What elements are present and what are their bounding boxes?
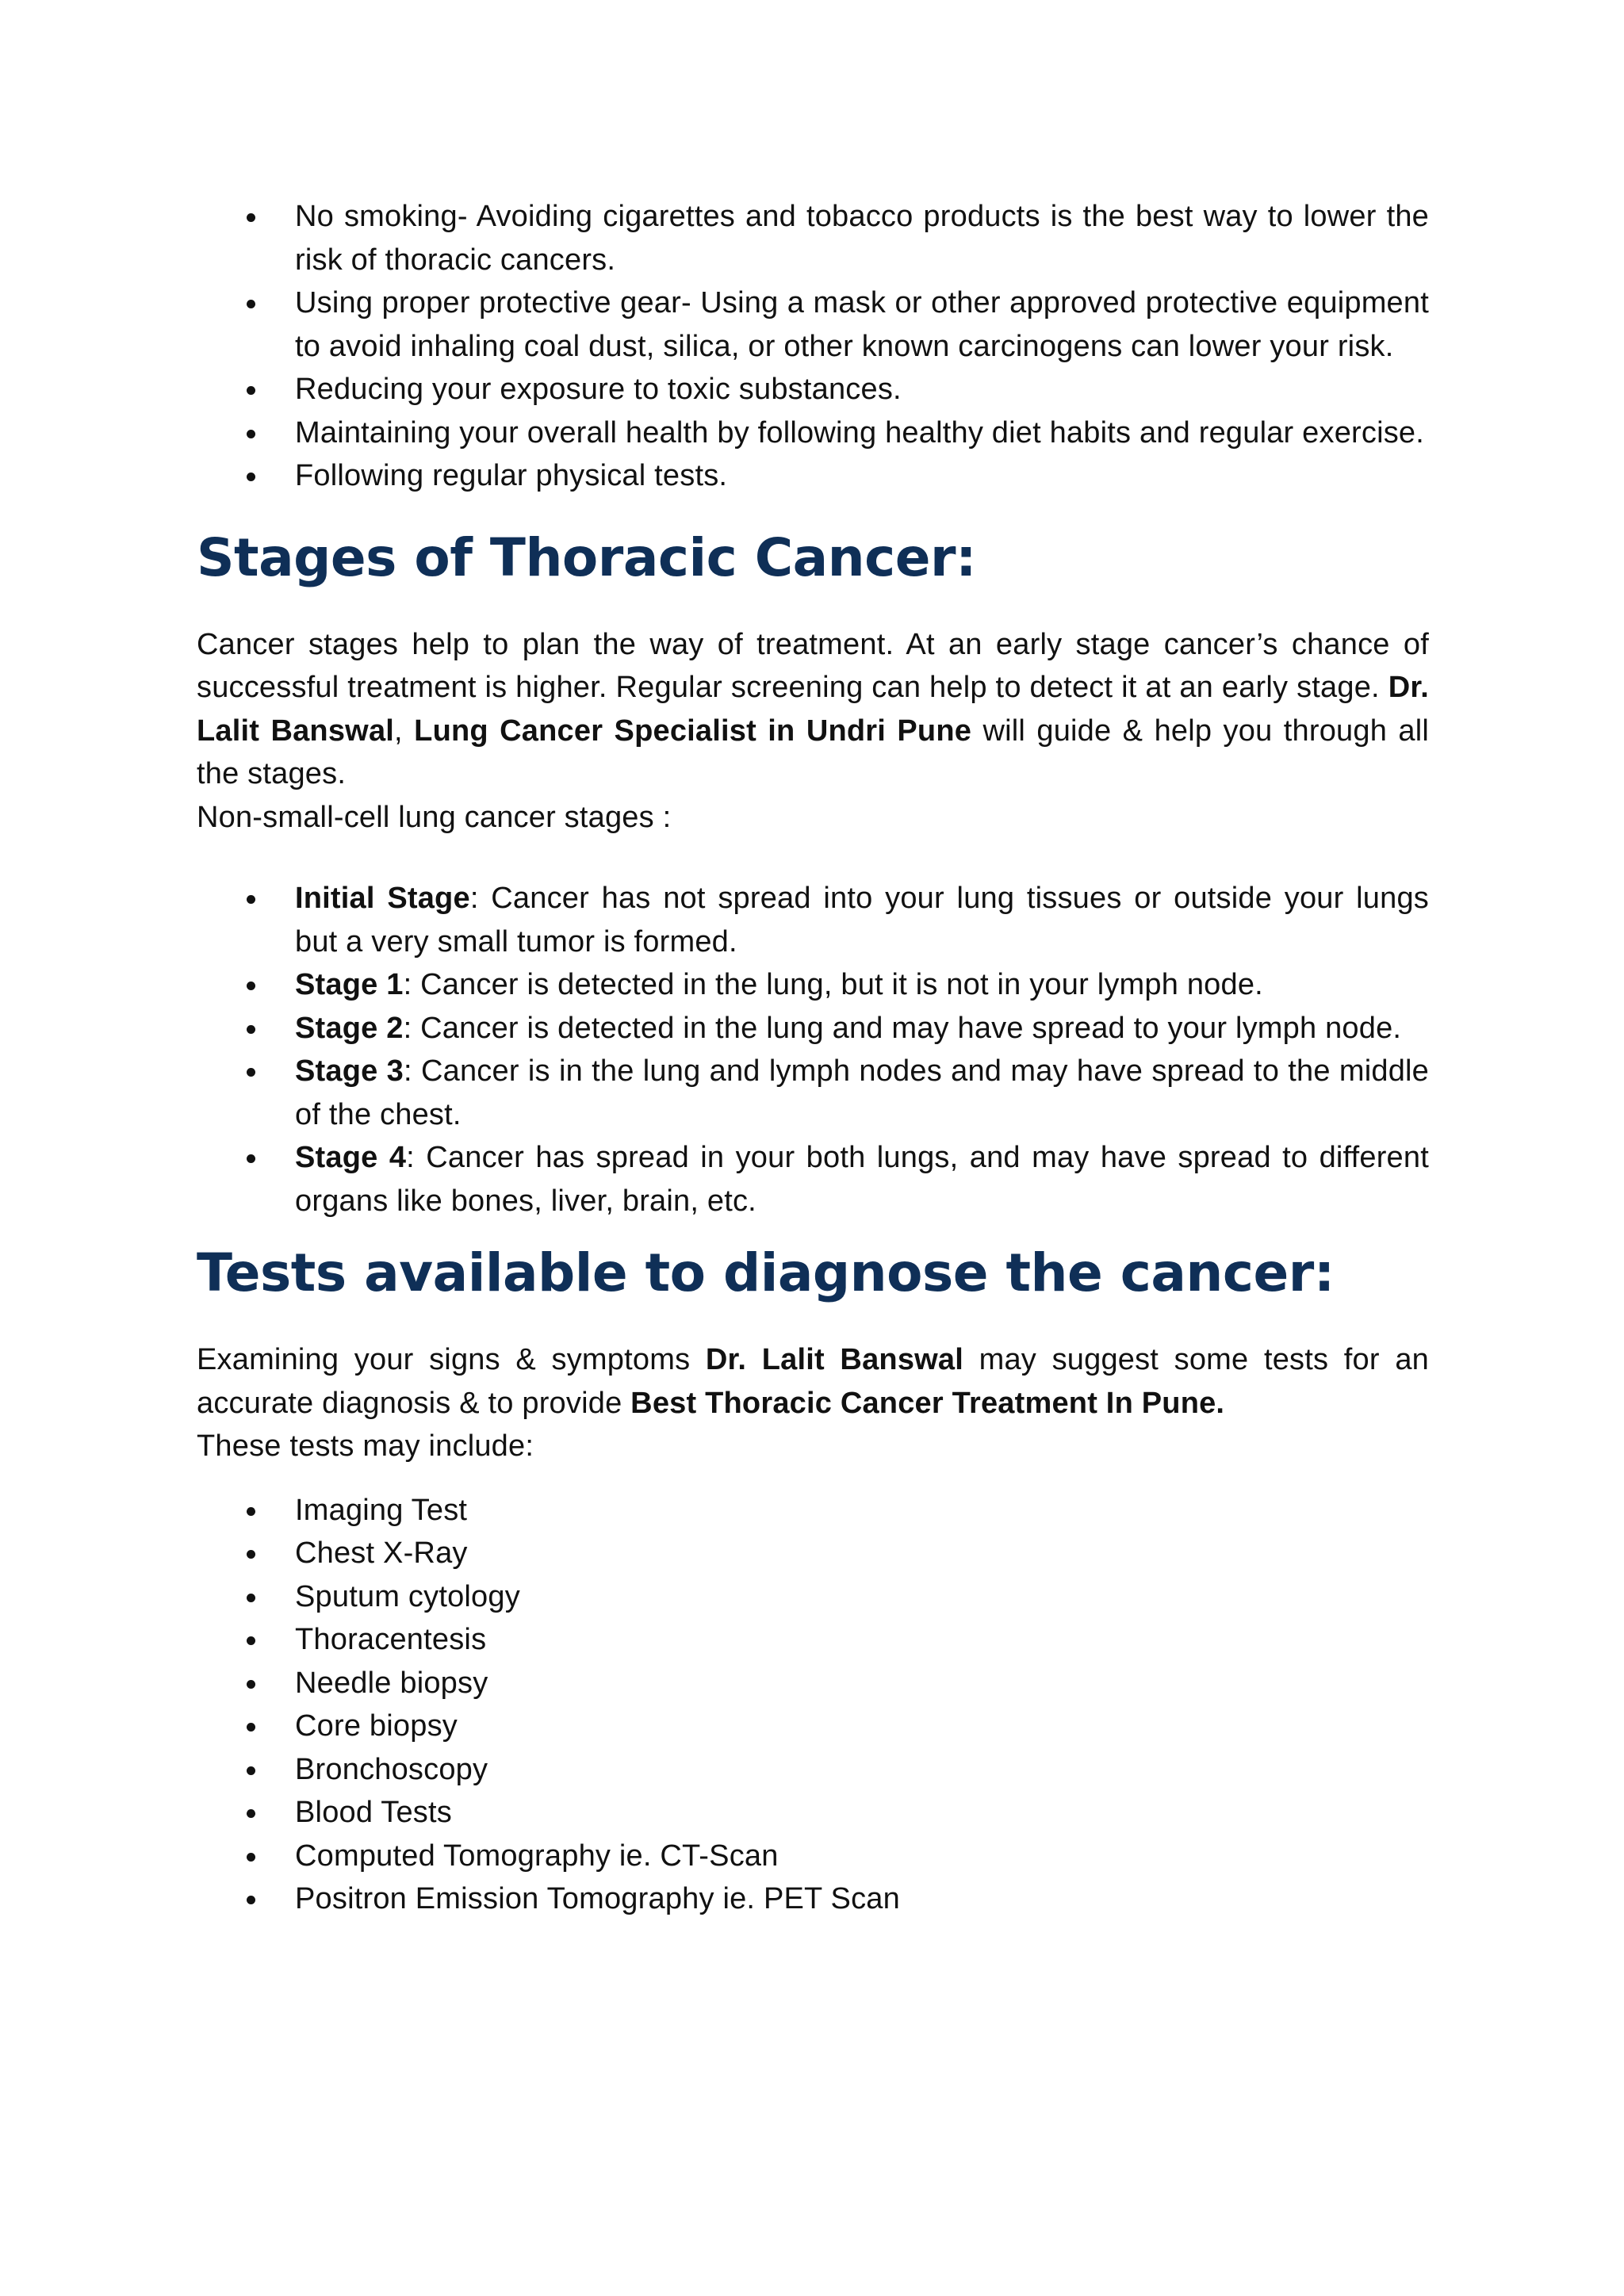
list-item: Core biopsy [197,1705,1429,1748]
bullet-icon [247,1550,255,1559]
bullet-icon [247,1507,255,1516]
bullet-icon [247,1723,255,1732]
bullet-icon [247,1680,255,1689]
stage-label: Stage 4 [295,1141,407,1174]
list-item: No smoking- Avoiding cigarettes and tobacco products is the best way to lower the risk of thoracic cancers. [197,195,1429,281]
stages-heading: Stages of Thoracic Cancer: [197,526,976,588]
bullet-icon [247,1853,255,1862]
list-item: Imaging Test [197,1489,1429,1533]
bullet-icon [247,473,255,481]
bullet-icon [247,1636,255,1645]
list-item: Thoracentesis [197,1618,1429,1662]
list-item: Maintaining your overall health by following healthy diet habits and regular exercise. [197,411,1429,455]
stage-label: Stage 1 [295,968,404,1001]
tests-list [197,1489,1429,1921]
bullet-icon [247,1896,255,1904]
list-item: Initial Stage: Cancer has not spread into your lung tissues or outside your lungs but a very small tumor is formed. [197,877,1429,963]
list-item: Stage 4: Cancer has spread in your both lungs, and may have spread to different organs like bones, liver, brain, etc. [197,1136,1429,1223]
list-item: Sputum cytology [197,1575,1429,1619]
list-item: Following regular physical tests. [197,454,1429,498]
bullet-icon [247,1766,255,1775]
prevention-list [197,195,1429,498]
list-item: Needle biopsy [197,1662,1429,1705]
bullet-icon [247,430,255,438]
list-item: Stage 3: Cancer is in the lung and lymph nodes and may have spread to the middle of the chest. [197,1050,1429,1136]
bullet-icon [247,1594,255,1602]
bullet-icon [247,895,255,904]
bullet-icon [247,213,255,222]
list-item: Computed Tomography ie. CT-Scan [197,1835,1429,1878]
doctor-name: Dr. Lalit Banswal [197,671,1429,748]
list-item: Positron Emission Tomography ie. PET Scan [197,1877,1429,1921]
bullet-icon [247,1025,255,1034]
bullet-icon [247,1809,255,1818]
stages-subhead: Non-small-cell lung cancer stages : [197,800,672,834]
list-item: Using proper protective gear- Using a mask or other approved protective equipment to avoid inhaling coal dust, silica, or other known carcinogens can lower your risk. [197,281,1429,368]
bullet-icon [247,1068,255,1077]
treatment-title: Best Thoracic Cancer Treatment In Pune. [630,1386,1225,1420]
list-item: Reducing your exposure to toxic substances. [197,368,1429,411]
stages-list [197,877,1429,1223]
bullet-icon [247,982,255,990]
bullet-icon [247,300,255,308]
list-item: Stage 2: Cancer is detected in the lung and may have spread to your lymph node. [197,1007,1429,1050]
tests-subhead: These tests may include: [197,1429,534,1463]
document-content [197,195,1429,1921]
stage-label: Initial Stage [295,882,470,915]
bullet-icon [247,1154,255,1163]
tests-heading: Tests available to diagnose the cancer: [197,1242,1335,1303]
list-item: Blood Tests [197,1791,1429,1835]
bullet-icon [247,386,255,395]
stage-label: Stage 2 [295,1011,404,1045]
list-item: Chest X-Ray [197,1532,1429,1575]
list-item: Bronchoscopy [197,1748,1429,1792]
specialist-title: Lung Cancer Specialist in Undri Pune [414,714,972,748]
doctor-name: Dr. Lalit Banswal [705,1343,964,1376]
stage-label: Stage 3 [295,1054,404,1088]
stages-intro: Cancer stages help to plan the way of treatment. At an early stage cancer’s chance of successful treatment is higher. Regular screening can help to detect it at an early stage. Dr. Lalit Banswal, Lung Cancer Specialist in Undri Pune will guide & help you through all the stages. [197,627,1430,790]
tests-intro: Examining your signs & symptoms Dr. Lalit Banswal may suggest some tests for an accurate diagnosis & to provide Best Thoracic Cancer Treatment In Pune. [197,1343,1429,1420]
list-item: Stage 1: Cancer is detected in the lung, but it is not in your lymph node. [197,963,1429,1007]
